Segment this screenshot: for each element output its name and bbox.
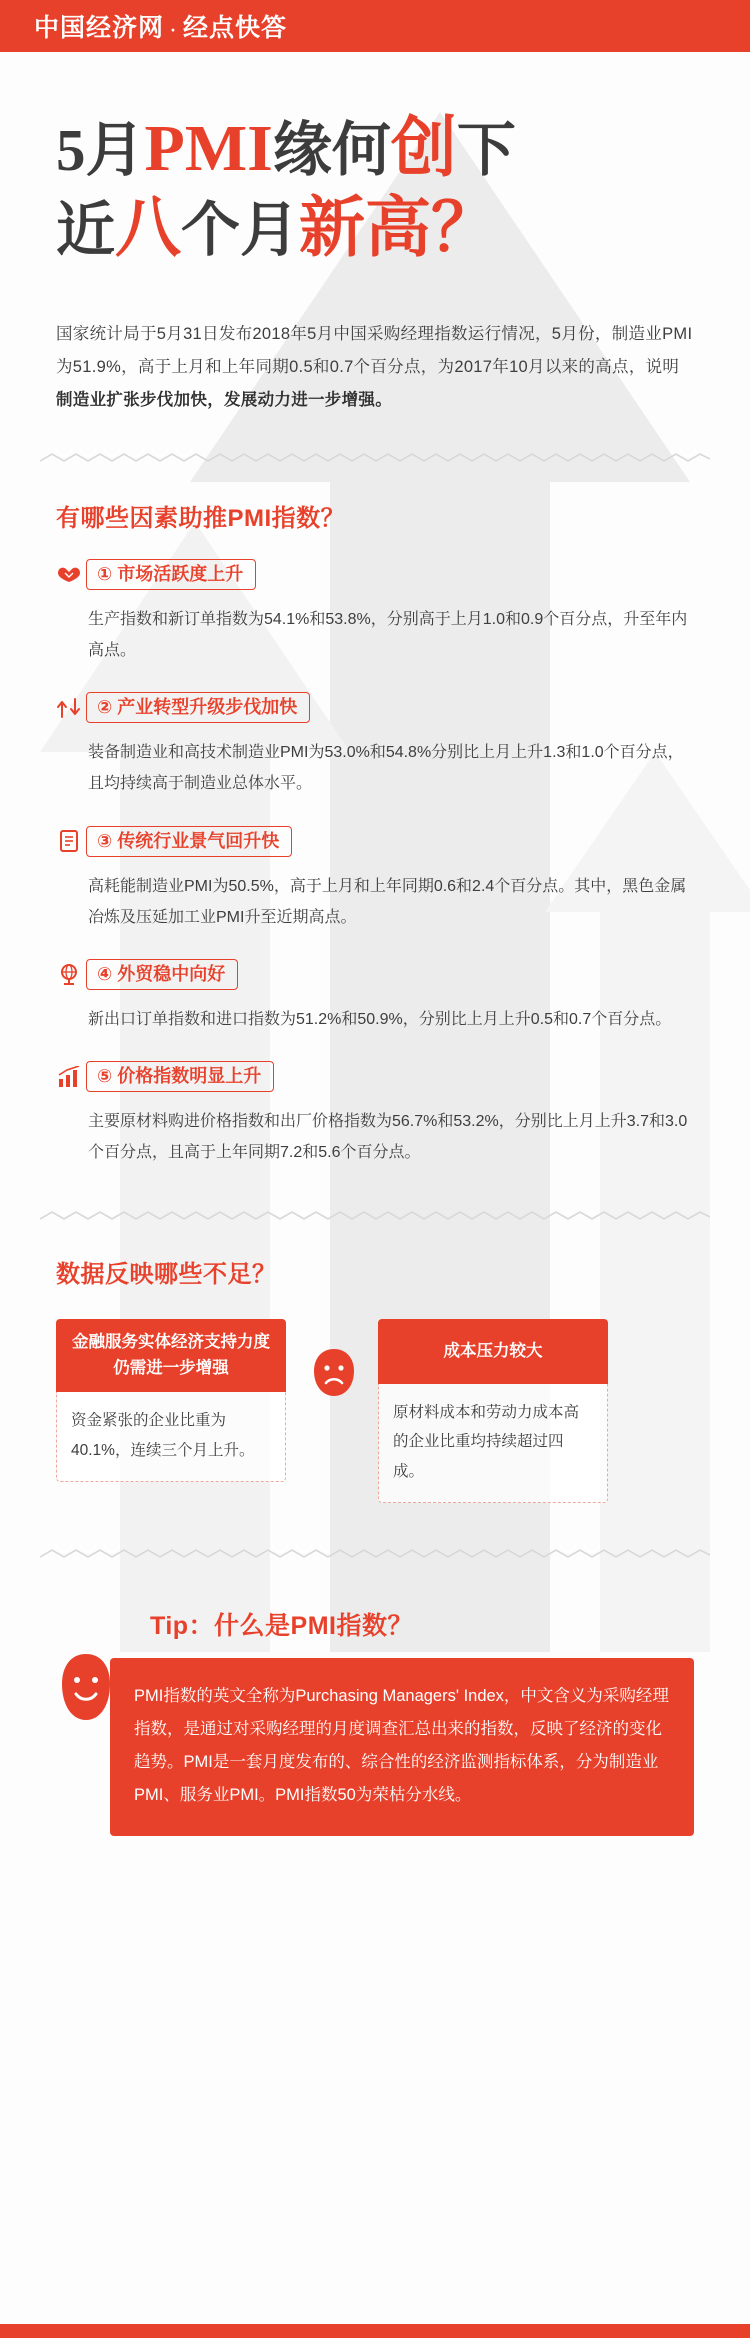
logo-right-text: 经点快答 — [183, 15, 288, 42]
infographic-page — [0, 52, 750, 2338]
headline-text-pmi: PMI — [144, 112, 273, 185]
shortfall-card — [378, 1319, 608, 1504]
intro-text-emphasis: 制造业扩张步伐加快，发展动力进一步增强。 — [56, 390, 392, 409]
sad-face-icon — [310, 1347, 358, 1399]
list-item — [0, 826, 750, 933]
card-title: 成本压力较大 — [378, 1319, 608, 1384]
item-header — [52, 959, 750, 990]
transform-arrows-icon — [52, 693, 86, 723]
shortfall-cards — [56, 1319, 694, 1504]
list-item — [0, 959, 750, 1035]
intro-text: 国家统计局于5月31日发布2018年5月中国采购经理指数运行情况，5月份，制造业PMI为51.9%，高于上月和上年同期0.5和0.7个百分点，为2017年10月以来的高点，说明 — [56, 324, 693, 376]
rising-chart-icon — [52, 1062, 86, 1092]
card-body: 原材料成本和劳动力成本高的企业比重均持续超过四成。 — [378, 1384, 608, 1503]
shortfall-card — [56, 1319, 286, 1504]
page-footer-bar — [0, 2324, 750, 2338]
item-body: 生产指数和新订单指数为54.1%和53.8%，分别高于上月1.0和0.9个百分点，升至年内高点。 — [88, 610, 688, 659]
tip-body: PMI指数的英文全称为Purchasing Managers' Index，中文含义为采购经理指数，是通过对采购经理的月度调查汇总出来的指数，反映了经济的变化趋势。PMI是一套月度发布的、综合性的经济监测指标体系，分为制造业PMI、服务业PMI。PMI指数50为荣枯分水线。 — [110, 1658, 694, 1836]
item-title: ① 市场活跃度上升 — [86, 559, 256, 590]
item-body: 装备制造业和高技术制造业PMI为53.0%和54.8%分别比上月上升1.3和1.0个百分点，且均持续高于制造业总体水平。 — [88, 744, 684, 793]
headline-text-eight: 八 — [115, 191, 182, 265]
section-title-drivers: 有哪些因素助推PMI指数？ — [56, 504, 346, 532]
mascot-icon — [56, 1650, 116, 1724]
item-body: 新出口订单指数和进口指数为51.2%和50.9%，分别比上月上升0.5和0.7个百分点。 — [88, 1010, 672, 1028]
list-item — [0, 559, 750, 666]
headline-text-down: 下 — [456, 117, 516, 183]
site-header — [0, 0, 750, 52]
list-item — [0, 1061, 750, 1168]
headline-text-newhigh: 新高 — [299, 191, 432, 265]
site-logo[interactable] — [34, 8, 287, 44]
headline-text-5month: 5月 — [56, 117, 145, 183]
item-body: 主要原材料购进价格指数和出厂价格指数为56.7%和53.2%，分别比上月上升3.7和3.0个百分点，且高于上年同期7.2和5.6个百分点。 — [88, 1113, 688, 1162]
logo-left-text: 中国经济网 — [34, 15, 165, 42]
zigzag-divider-3 — [40, 1547, 710, 1561]
card-body: 资金紧张的企业比重为40.1%，连续三个月上升。 — [56, 1392, 286, 1482]
zigzag-divider-2 — [40, 1209, 710, 1223]
item-title: ③ 传统行业景气回升快 — [86, 826, 292, 857]
section-title-shortfalls: 数据反映哪些不足？ — [56, 1260, 277, 1288]
headline-text-create: 创 — [390, 112, 457, 185]
page-title — [0, 52, 750, 266]
item-title: ⑤ 价格指数明显上升 — [86, 1061, 274, 1092]
intro-paragraph — [56, 318, 694, 417]
handshake-icon — [52, 559, 86, 589]
item-title: ④ 外贸稳中向好 — [86, 959, 238, 990]
item-header — [52, 692, 750, 723]
item-title: ② 产业转型升级步伐加快 — [86, 692, 310, 723]
globe-trade-icon — [52, 959, 86, 989]
headline-line-2 — [56, 192, 750, 266]
item-body: 高耗能制造业PMI为50.5%，高于上月和上年同期0.6和2.4个百分点。其中，黑色金属冶炼及压延加工业PMI升至近期高点。 — [88, 877, 687, 926]
zigzag-divider-1 — [40, 451, 710, 465]
headline-text-why: 缘何 — [272, 117, 391, 183]
headline-text-month: 月 — [240, 196, 300, 263]
tip-section — [0, 1606, 750, 1836]
logo-separator-dot: · — [170, 19, 178, 40]
tip-title: Tip：什么是PMI指数？ — [150, 1612, 413, 1641]
item-header — [52, 826, 750, 857]
document-icon — [52, 826, 86, 856]
item-header — [52, 559, 750, 590]
headline-text-question: ？ — [431, 191, 498, 265]
item-header — [52, 1061, 750, 1092]
headline-text-unit: 个 — [181, 196, 241, 263]
card-title: 金融服务实体经济支持力度仍需进一步增强 — [56, 1319, 286, 1393]
list-item — [0, 692, 750, 799]
headline-text-near: 近 — [56, 196, 116, 263]
headline-line-1 — [56, 112, 750, 186]
